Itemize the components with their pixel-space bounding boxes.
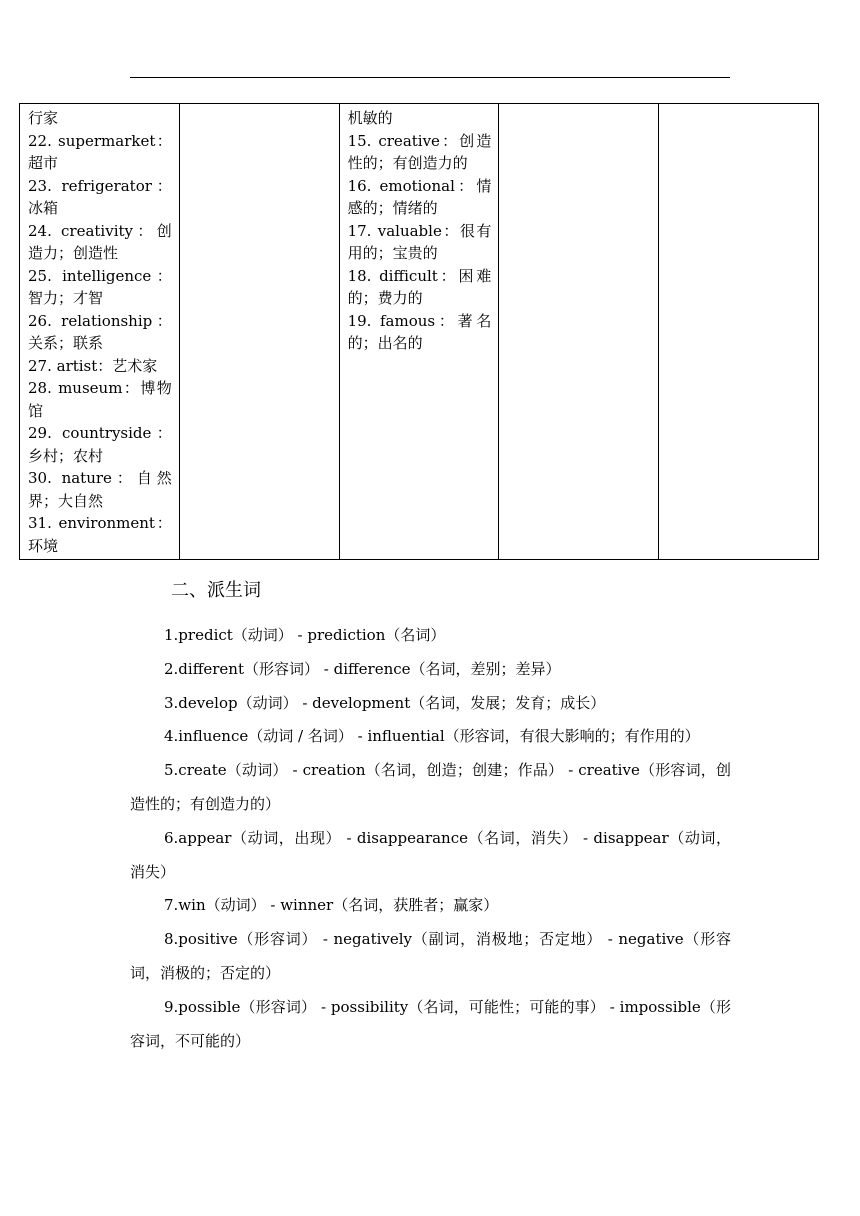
- vocab-entry: 机敏的: [347, 109, 393, 127]
- vocab-entry: 30. nature：自然界；大自然: [28, 469, 172, 510]
- vocab-entry: 26. relationship：关系；联系: [28, 311, 172, 352]
- table-cell-col4: [499, 104, 659, 560]
- vocab-entry: 28. museum：博物馆: [28, 379, 172, 420]
- vocab-entry: 31. environment：环境: [28, 514, 172, 555]
- table-cell-col1: [20, 104, 180, 560]
- derivative-item: 5.create（动词） - creation（名词，创造；创建；作品） - creative（形容词，创造性的；有创造力的）: [130, 761, 731, 813]
- derivative-item: 7.win（动词） - winner（名词，获胜者；赢家）: [164, 896, 499, 915]
- vocab-entry: 17. valuable：很有用的；宝贵的: [347, 221, 492, 262]
- vocab-entry: 27. artist：艺术家: [28, 356, 158, 375]
- derivative-item: 4.influence（动词 / 名词） - influential（形容词，有很大影响的；有作用的）: [164, 727, 700, 746]
- derivative-item: 2.different（形容词） - difference（名词，差别；差异）: [164, 659, 561, 678]
- vocab-entry: 18. difficult：困难的；费力的: [347, 266, 492, 307]
- derivative-list: [130, 619, 731, 1058]
- derivative-item: 6.appear（动词，出现） - disappearance（名词，消失） - disappear（动词，消失）: [130, 828, 731, 881]
- vocab-entry: 29. countryside：乡村；农村: [28, 424, 172, 465]
- vocab-entry: 22. supermarket：超市: [28, 131, 172, 172]
- table-row: [20, 104, 819, 560]
- derivative-item: 1.predict（动词） - prediction（名词）: [164, 626, 446, 644]
- vocab-entry: 行家: [28, 109, 59, 127]
- header-rule: [130, 77, 730, 78]
- table-cell-col2: [179, 104, 339, 560]
- table-cell-col5: [659, 104, 819, 560]
- vocabulary-table: [19, 103, 819, 560]
- section-title: 二、派生词: [171, 580, 261, 601]
- vocab-entry: 16. emotional：情感的；情绪的: [347, 176, 492, 217]
- vocab-entry: 15. creative：创造性的；有创造力的: [347, 131, 492, 172]
- vocab-entry: 24. creativity：创造力；创造性: [28, 221, 172, 262]
- vocab-entry: 23. refrigerator：冰箱: [28, 176, 172, 217]
- table-cell-col3: [339, 104, 499, 560]
- derivative-item: 9.possible（形容词） - possibility（名词，可能性；可能的事） - impossible（形容词，不可能的）: [130, 997, 731, 1050]
- derivative-item: 3.develop（动词） - development（名词，发展；发育；成长）: [164, 693, 606, 712]
- vocab-entry: 19. famous：著名的；出名的: [347, 311, 492, 352]
- vocab-entry: 25. intelligence：智力；才智: [28, 266, 172, 307]
- derivative-item: 8.positive（形容词） - negatively（副词，消极地；否定地） - negative（形容词，消极的；否定的）: [130, 930, 731, 982]
